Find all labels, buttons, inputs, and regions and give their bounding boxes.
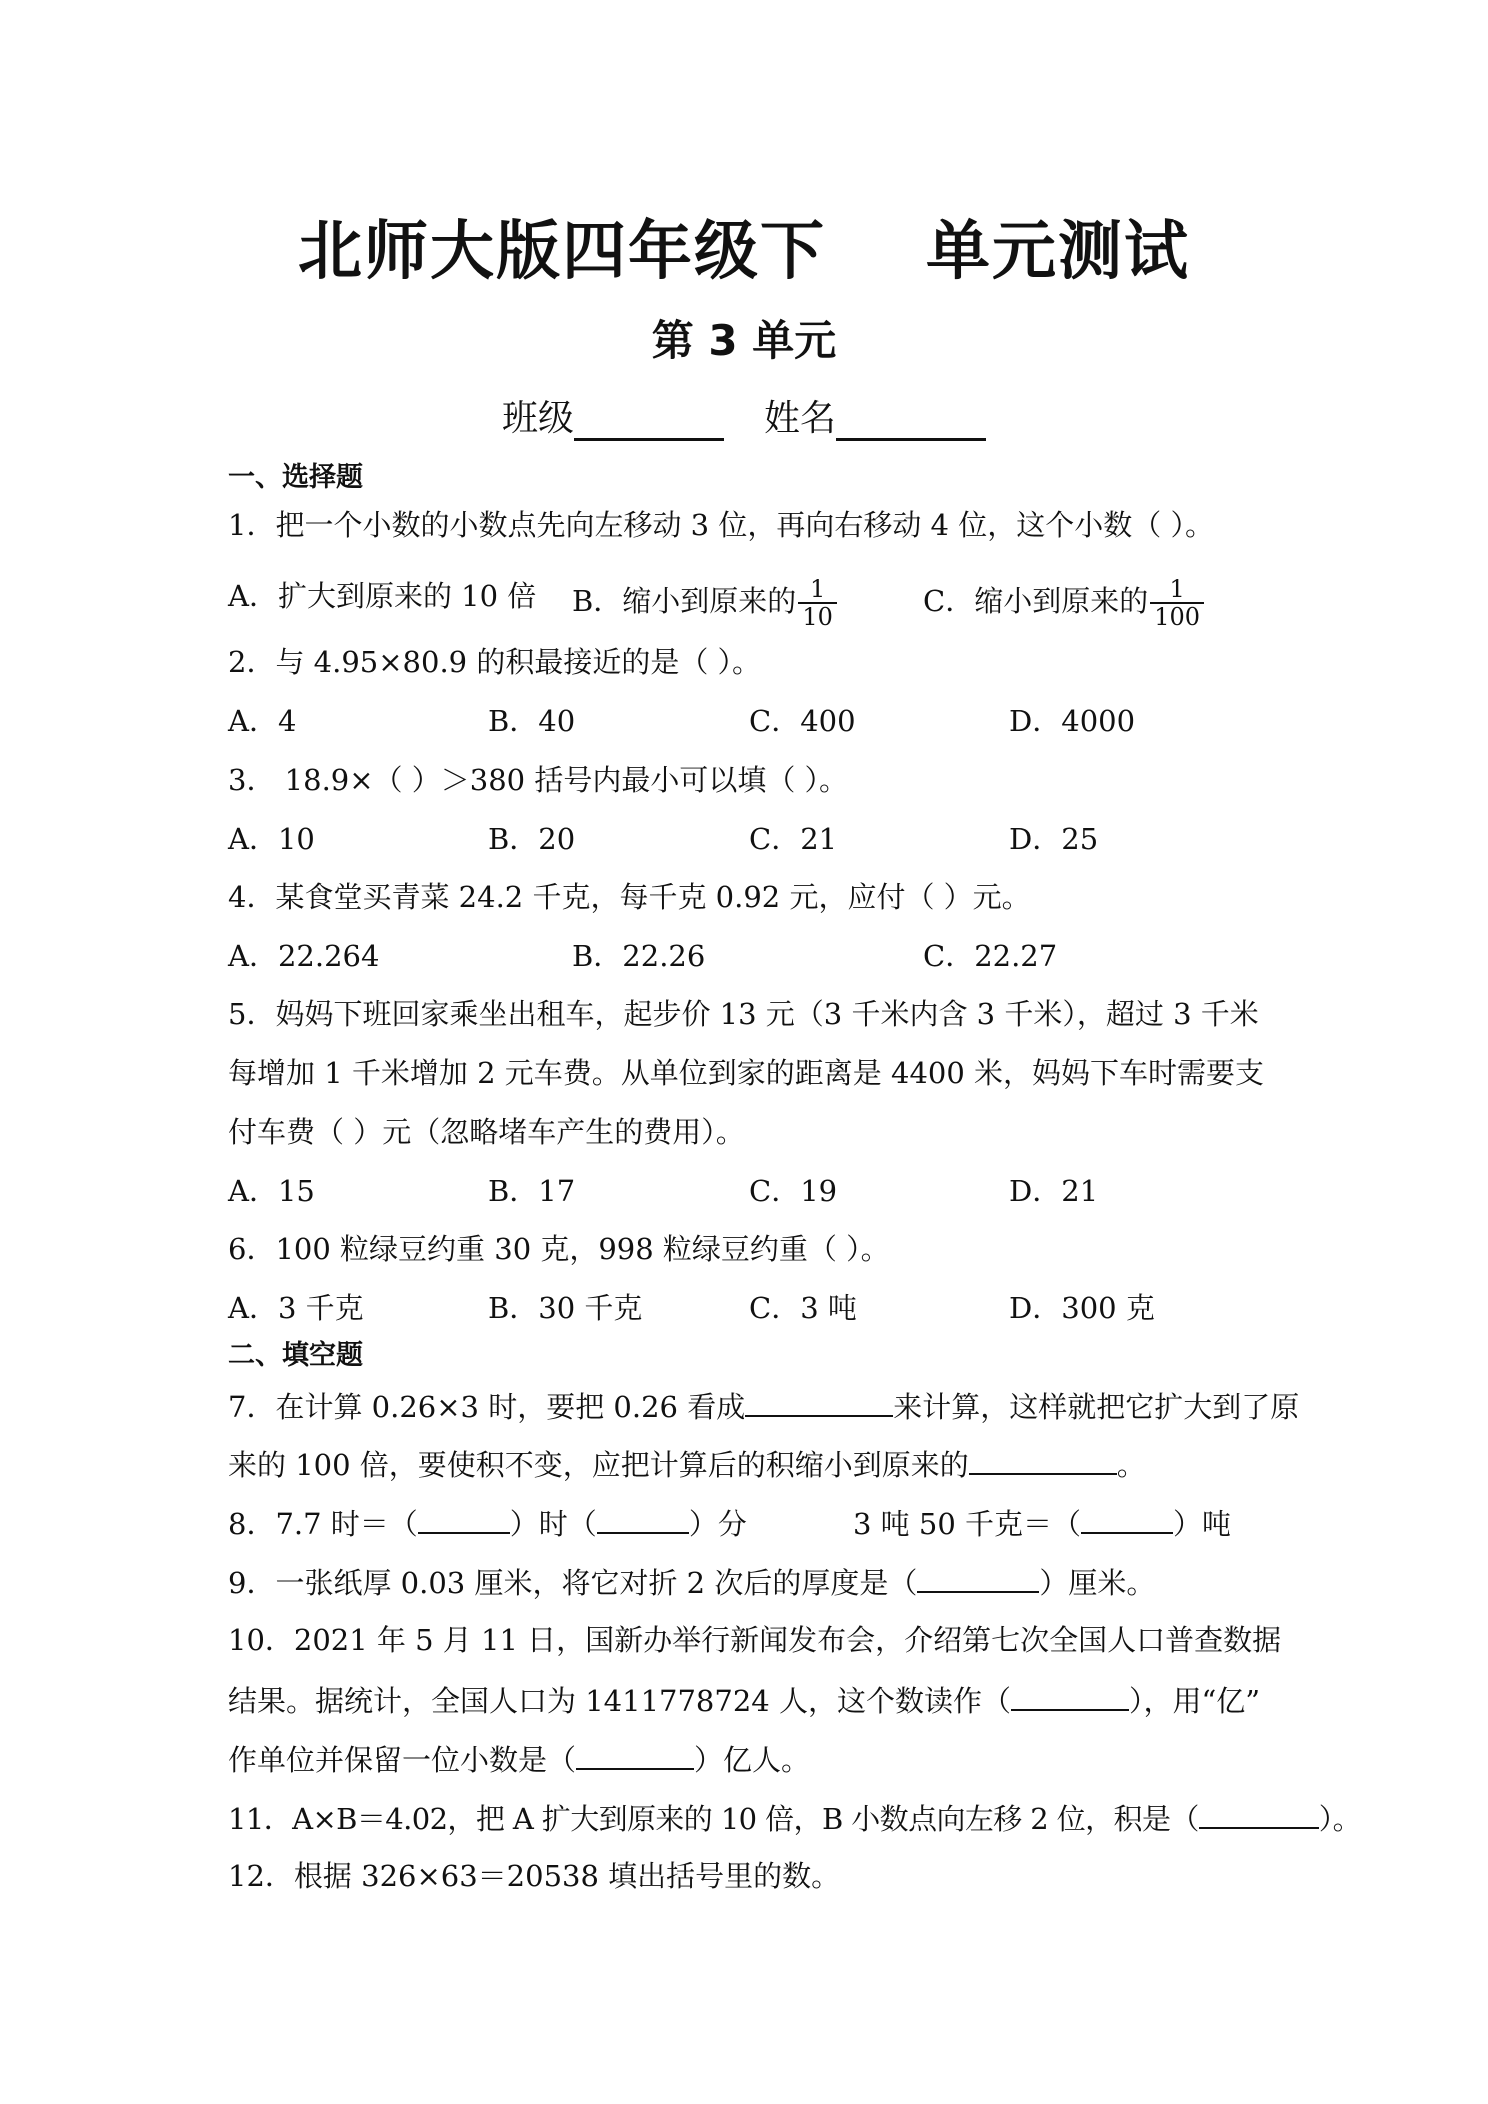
name-blank[interactable] xyxy=(836,402,986,441)
q1-option-c xyxy=(923,576,1204,630)
q1-option-c-label: C．缩小到原来的 xyxy=(923,584,1149,618)
q7-blank-1[interactable] xyxy=(745,1385,893,1417)
question-1-options xyxy=(228,572,1268,632)
question-10-line-3 xyxy=(228,1738,1268,1780)
q4-option-b: B．22.26 xyxy=(572,939,706,973)
q6-option-d: D．300 克 xyxy=(1009,1291,1155,1325)
q1-option-b-label: B．缩小到原来的 xyxy=(572,584,797,618)
q9-blank[interactable] xyxy=(917,1561,1039,1593)
q5-option-d: D．21 xyxy=(1009,1174,1099,1208)
q5-option-a: A．15 xyxy=(228,1174,315,1208)
q6-option-b: B．30 千克 xyxy=(488,1291,643,1325)
question-1: 1．把一个小数的小数点先向左移动 3 位，再向右移动 4 位，这个小数（ ）。 xyxy=(228,508,1214,542)
q3-option-b: B．20 xyxy=(488,822,576,856)
q10-text-b: ），用“亿” xyxy=(1128,1684,1261,1718)
q2-option-d: D．4000 xyxy=(1009,704,1136,738)
question-5-line-1: 5．妈妈下班回家乘坐出租车，起步价 13 元（3 千米内含 3 千米），超过 3 千米 xyxy=(228,997,1259,1031)
q8-text-d: 3 吨 50 千克＝（ xyxy=(853,1507,1082,1541)
q7-text-b: 来计算，这样就把它扩大到了原 xyxy=(893,1390,1300,1424)
fraction-numerator: 1 xyxy=(809,575,826,603)
q10-text-a: 结果。据统计，全国人口为 1411778724 人，这个数读作（ xyxy=(228,1684,1011,1718)
q2-option-a: A．4 xyxy=(228,704,297,738)
question-4: 4．某食堂买青菜 24.2 千克，每千克 0.92 元，应付（ ）元。 xyxy=(228,880,1031,914)
q11-blank[interactable] xyxy=(1199,1797,1319,1829)
q11-text-b: ）。 xyxy=(1318,1802,1362,1836)
name-label: 姓名 xyxy=(764,398,837,439)
section-heading-choice: 一、选择题 xyxy=(228,462,363,493)
question-7-line-1 xyxy=(228,1385,1300,1427)
q3-option-d: D．25 xyxy=(1009,822,1099,856)
question-5-line-2: 每增加 1 千米增加 2 元车费。从单位到家的距离是 4400 米，妈妈下车时需要支 xyxy=(228,1056,1265,1090)
q10-blank-yi[interactable] xyxy=(576,1738,694,1770)
q2-option-c: C．400 xyxy=(749,704,856,738)
q8-text-a: 8．7.7 时＝（ xyxy=(228,1507,418,1541)
unit-subtitle: 第 3 单元 xyxy=(651,316,837,365)
question-10-line-1: 10．2021 年 5 月 11 日，国新办举行新闻发布会，介绍第七次全国人口普查数据 xyxy=(228,1623,1282,1657)
section-heading-fill: 二、填空题 xyxy=(228,1340,363,1371)
page-title xyxy=(0,200,1488,292)
question-3: 3． 18.9×（ ）＞380 括号内最小可以填（ ）。 xyxy=(228,763,849,797)
title-left: 北师大版四年级下 xyxy=(298,215,826,289)
fraction-1-100 xyxy=(1150,576,1204,630)
question-11 xyxy=(228,1797,1362,1839)
class-label: 班级 xyxy=(501,398,574,439)
question-6: 6．100 粒绿豆约重 30 克，998 粒绿豆约重（ ）。 xyxy=(228,1232,890,1266)
q8-text-e: ）吨 xyxy=(1173,1507,1232,1541)
fraction-denominator: 10 xyxy=(798,602,837,630)
q10-text-d: ）亿人。 xyxy=(694,1743,811,1777)
question-2: 2．与 4.95×80.9 的积最接近的是（ ）。 xyxy=(228,645,762,679)
q1-option-a: A．扩大到原来的 10 倍 xyxy=(228,579,537,613)
q8-text-b: ）时（ xyxy=(509,1507,597,1541)
q3-option-c: C．21 xyxy=(749,822,838,856)
q9-text-b: ）厘米。 xyxy=(1039,1566,1156,1600)
q8-blank-minutes[interactable] xyxy=(597,1502,689,1534)
q1-option-b xyxy=(572,576,837,630)
question-10-line-2 xyxy=(228,1679,1268,1721)
fraction-1-10 xyxy=(798,576,837,630)
q8-part-2 xyxy=(853,1502,1231,1544)
q5-option-c: C．19 xyxy=(749,1174,838,1208)
q8-text-c: ）分 xyxy=(688,1507,747,1541)
q4-option-c: C．22.27 xyxy=(923,939,1058,973)
q8-blank-tons[interactable] xyxy=(1081,1502,1173,1534)
question-12: 12．根据 326×63＝20538 填出括号里的数。 xyxy=(228,1859,841,1893)
q11-text-a: 11．A×B＝4.02，把 A 扩大到原来的 10 倍，B 小数点向左移 2 位，积是（ xyxy=(228,1802,1199,1836)
question-7-line-2 xyxy=(228,1443,1268,1485)
student-info-line xyxy=(0,390,1488,441)
q9-text-a: 9．一张纸厚 0.03 厘米，将它对折 2 次后的厚度是（ xyxy=(228,1566,918,1600)
question-8 xyxy=(228,1502,1268,1544)
q5-option-b: B．17 xyxy=(488,1174,576,1208)
q7-text-c: 来的 100 倍，要使积不变，应把计算后的积缩小到原来的 xyxy=(228,1448,969,1482)
q4-option-a: A．22.264 xyxy=(228,939,380,973)
q6-option-c: C．3 吨 xyxy=(749,1291,857,1325)
q7-text-a: 7．在计算 0.26×3 时，要把 0.26 看成 xyxy=(228,1390,746,1424)
question-9 xyxy=(228,1561,1268,1603)
question-5-line-3: 付车费（ ）元（忽略堵车产生的费用）。 xyxy=(228,1115,745,1149)
fraction-denominator: 100 xyxy=(1150,602,1204,630)
class-blank[interactable] xyxy=(574,402,724,441)
q7-text-d: 。 xyxy=(1116,1448,1146,1482)
q3-option-a: A．10 xyxy=(228,822,315,856)
title-right: 单元测试 xyxy=(926,215,1190,289)
q10-blank-reading[interactable] xyxy=(1011,1679,1129,1711)
fraction-numerator: 1 xyxy=(1169,575,1185,603)
q10-text-c: 作单位并保留一位小数是（ xyxy=(228,1743,577,1777)
q6-option-a: A．3 千克 xyxy=(228,1291,364,1325)
q7-blank-2[interactable] xyxy=(969,1443,1117,1475)
q2-option-b: B．40 xyxy=(488,704,576,738)
q8-blank-hours[interactable] xyxy=(418,1502,510,1534)
